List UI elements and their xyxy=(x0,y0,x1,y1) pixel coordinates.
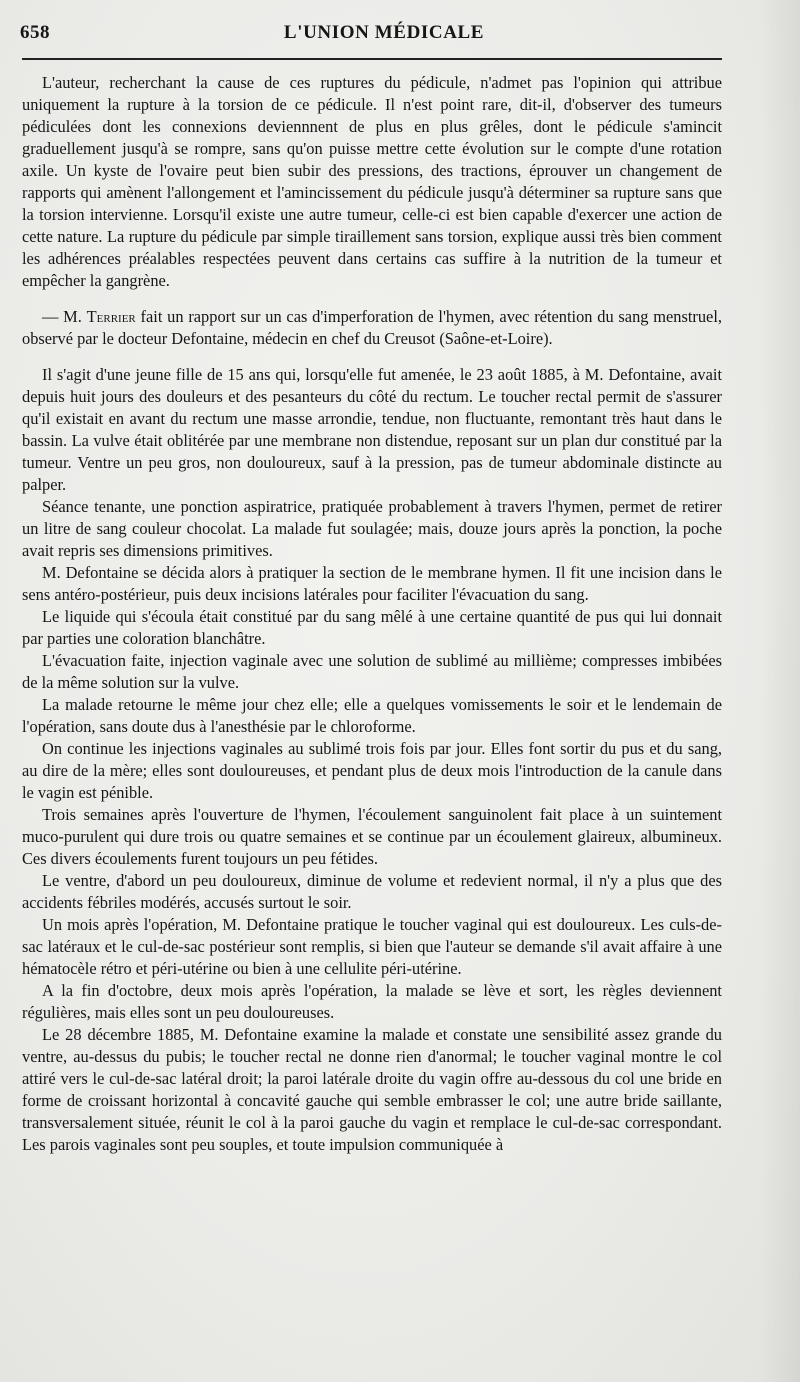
paragraph: Un mois après l'opération, M. Defontaine pratique le toucher vaginal qui est douloureux. Les culs-de-sac latéraux et le cul-de-sac postérieur sont remplis, si bien que l'auteur se demande s'il avait affaire à une hématocèle rétro et péri-utérine ou bien à une cellulite péri-utérine. xyxy=(22,915,722,978)
running-title: L'UNION MÉDICALE xyxy=(283,22,485,43)
paragraph-text: fait un rapport sur un cas d'imperforation de l'hymen, avec rétention du sang menstruel, observé par le docteur Defontaine, médecin en chef du Creusot (Saône-et-Loire). xyxy=(22,307,722,348)
paragraph-report xyxy=(22,306,722,350)
paragraph: L'auteur, recherchant la cause de ces ruptures du pédicule, n'admet pas l'opinion qui attribue uniquement la rupture à la torsion de ce pédicule. Il n'est point rare, dit-il, d'observer des tumeurs pédiculées dont les connexions deviennnent de plus en plus grêles, dont le pédicule s'amincit graduellement jusqu'à se rompre, sans qu'on puisse mettre cette évolution sur le compte d'une rotation axile. Un kyste de l'ovaire peut bien subir des pressions, des tractions, éprouver un changement de rapports qui amènent l'allongement et l'amincissement du pédicule jusqu'à déterminer sa rupture sans que la torsion intervienne. Lorsqu'il existe une autre tumeur, celle-ci est bien capable d'exercer une action de cette nature. La rupture du pédicule par simple tiraillement sans torsion, explique aussi très bien comment les adhérences préalables respectées peuvent dans certains cas suffire à la nutrition de la tumeur et empêcher la gangrène. xyxy=(22,73,722,290)
page-header xyxy=(20,22,728,48)
paragraph: Le ventre, d'abord un peu douloureux, diminue de volume et redevient normal, il n'y a plus que des accidents fébriles modérés, accusés surtout le soir. xyxy=(22,871,722,912)
header-rule xyxy=(22,58,722,60)
paragraph: On continue les injections vaginales au sublimé trois fois par jour. Elles font sortir du pus et du sang, au dire de la mère; elles sont douloureuses, et pendant plus de deux mois l'introduction de la canule dans le vagin est pénible. xyxy=(22,739,722,802)
paragraph: L'évacuation faite, injection vaginale avec une solution de sublimé au millième; compresses imbibées de la même solution sur la vulve. xyxy=(22,651,722,692)
paragraph: Le 28 décembre 1885, M. Defontaine examine la malade et constate une sensibilité assez grande du ventre, au-dessus du pubis; le toucher rectal ne donne rien d'anormal; le toucher vaginal montre le col attiré vers le cul-de-sac latéral droit; la paroi latérale droite du vagin offre au-dessous du col une bride en forme de croissant horizontal à concavité gauche qui semble embrasser le col; une autre bride saillante, transversalement située, réunit le col à la paroi gauche du vagin et remplace le cul-de-sac correspondant. Les parois vaginales sont peu souples, et toute impulsion communiquée à xyxy=(22,1025,722,1154)
paragraph: M. Defontaine se décida alors à pratiquer la section de le membrane hymen. Il fit une incision dans le sens antéro-postérieur, puis deux incisions latérales pour faciliter l'évacuation du sang. xyxy=(22,563,722,604)
article-body xyxy=(22,72,722,1156)
paragraph: A la fin d'octobre, deux mois après l'opération, la malade se lève et sort, les règles deviennent régulières, mais elles sont un peu douloureuses. xyxy=(22,981,722,1022)
page-number: 658 xyxy=(20,22,50,43)
paragraph: Le liquide qui s'écoula était constitué par du sang mêlé à une certaine quantité de pus qui lui donnait par parties une coloration blanchâtre. xyxy=(22,607,722,648)
paragraph: Trois semaines après l'ouverture de l'hymen, l'écoulement sanguinolent fait place à un suintement muco-purulent qui dure trois ou quatre semaines et se continue par un écoulement glaireux, albumineux. Ces divers écoulements furent toujours un peu fétides. xyxy=(22,805,722,868)
paragraph: La malade retourne le même jour chez elle; elle a quelques vomissements le soir et le lendemain de l'opération, sans doute dus à l'anesthésie par le chloroforme. xyxy=(22,695,722,736)
paragraph: Il s'agit d'une jeune fille de 15 ans qui, lorsqu'elle fut amenée, le 23 août 1885, à M. Defontaine, avait depuis huit jours des douleurs et des pesanteurs du côté du rectum. Le toucher rectal permit de s'assurer qu'il existait en avant du rectum une masse arrondie, tendue, non fluctuante, remontant très haut dans le bassin. La vulve était oblitérée par une membrane non distendue, reposant sur un plan dur constitué par la tumeur. Ventre un peu gros, non douloureux, sauf à la pression, pas de tumeur abdominale distincte au palper. xyxy=(22,365,722,494)
page-edge-shadow xyxy=(760,0,800,1382)
paragraph: Séance tenante, une ponction aspiratrice, pratiquée probablement à travers l'hymen, permet de retirer un litre de sang couleur chocolat. La malade fut soulagée; mais, douze jours après la ponction, la poche avait repris ses dimensions primitives. xyxy=(22,497,722,560)
speaker-name: Terrier xyxy=(86,307,136,326)
dash-lead: — M. xyxy=(42,307,87,326)
